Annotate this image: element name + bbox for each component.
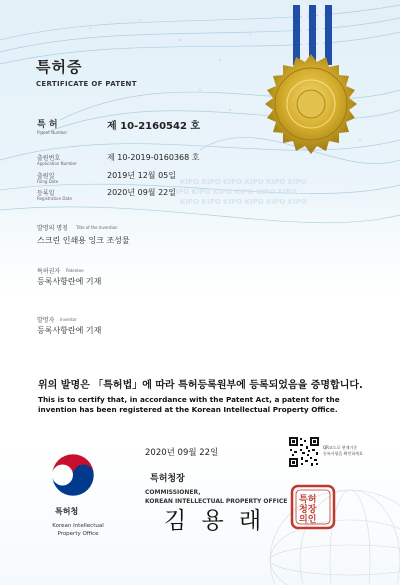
qr-note [323,445,383,457]
certificate-title: 특허증 [36,58,83,76]
patent-number-label-en: Patent Number [37,130,68,135]
gold-seal [265,54,357,154]
inventor-value: 등록사항란에 기재 [37,326,102,335]
svg-text:의인: 의인 [299,515,317,525]
svg-text:KIPO KIPO KIPO KIPO KIPO KIPO: KIPO KIPO KIPO KIPO KIPO KIPO [180,198,307,206]
application-number-label: 출원번호 [37,155,61,162]
qr-note-line1: QR코드로 현재기준 [323,445,358,450]
filing-date-label: 출원일 [37,173,55,180]
registration-date-label: 등록일 [37,190,55,197]
office-name: 특허청 [55,507,79,516]
qr-note-line2: 등록사항을 확인하세요 [323,451,363,456]
office-name-en [38,522,118,538]
commissioner-title: 특허청장 [150,474,185,484]
commissioner-title-en-line2: KOREAN INTELLECTUAL PROPERTY OFFICE [145,498,288,505]
patentee-value: 등록사항란에 기재 [37,277,102,286]
svg-text:KIPO KIPO KIPO KIPO KIPO KIPO: KIPO KIPO KIPO KIPO KIPO KIPO [180,178,307,186]
issue-date: 2020년 09월 22일 [145,448,219,458]
patentee-label-en: Patentee [66,268,84,273]
registration-date-label-en: Registration Date [37,196,72,201]
commissioner-signature: 김 용 래 [164,508,266,534]
office-name-en-line1: Korean Intellectual [52,523,104,529]
qr-code-icon[interactable] [288,436,320,468]
patent-number-value: 제 10-2160542 호 [107,121,201,132]
invention-title-value: 스크린 인쇄용 잉크 조성물 [37,236,130,245]
patentee-label: 특허권자 [37,268,61,275]
svg-text:청장: 청장 [299,505,317,515]
invention-title-label: 발명의 명칭 [37,225,68,232]
application-number-value: 제 10-2019-0160368 호 [107,153,200,162]
registration-date-value: 2020년 09월 22일 [107,188,176,197]
official-stamp [290,484,336,530]
application-number-label-en: Application Number [37,161,77,166]
commissioner-title-en-line1: COMMISSIONER, [145,489,201,496]
filing-date-value: 2019년 12월 05일 [107,171,176,180]
invention-title-label-en: Title of the Invention [76,225,118,230]
filing-date-label-en: Filing Date [37,179,59,184]
inventor-label-en: Inventor [60,317,77,322]
certificate-title-en: CERTIFICATE OF PATENT [36,80,137,88]
patent-number-label: 특 허 [37,120,58,130]
inventor-label: 발명자 [37,317,55,324]
taegeuk-logo-icon [48,450,98,500]
svg-text:KIPO KIPO KIPO KIPO KIPO KIPO: KIPO KIPO KIPO KIPO KIPO KIPO [170,188,297,196]
office-name-en-line2: Property Office [57,531,99,537]
certification-text-ko: 위의 발명은 「특허법」에 따라 특허등록원부에 등록되었음을 증명합니다. [38,380,363,391]
svg-text:특허: 특허 [299,495,317,505]
certification-text-en: This is to certify that, in accordance with the Patent Act, a patent for the invention has been registered at the Korean Intellectual Property Office. [38,395,340,414]
